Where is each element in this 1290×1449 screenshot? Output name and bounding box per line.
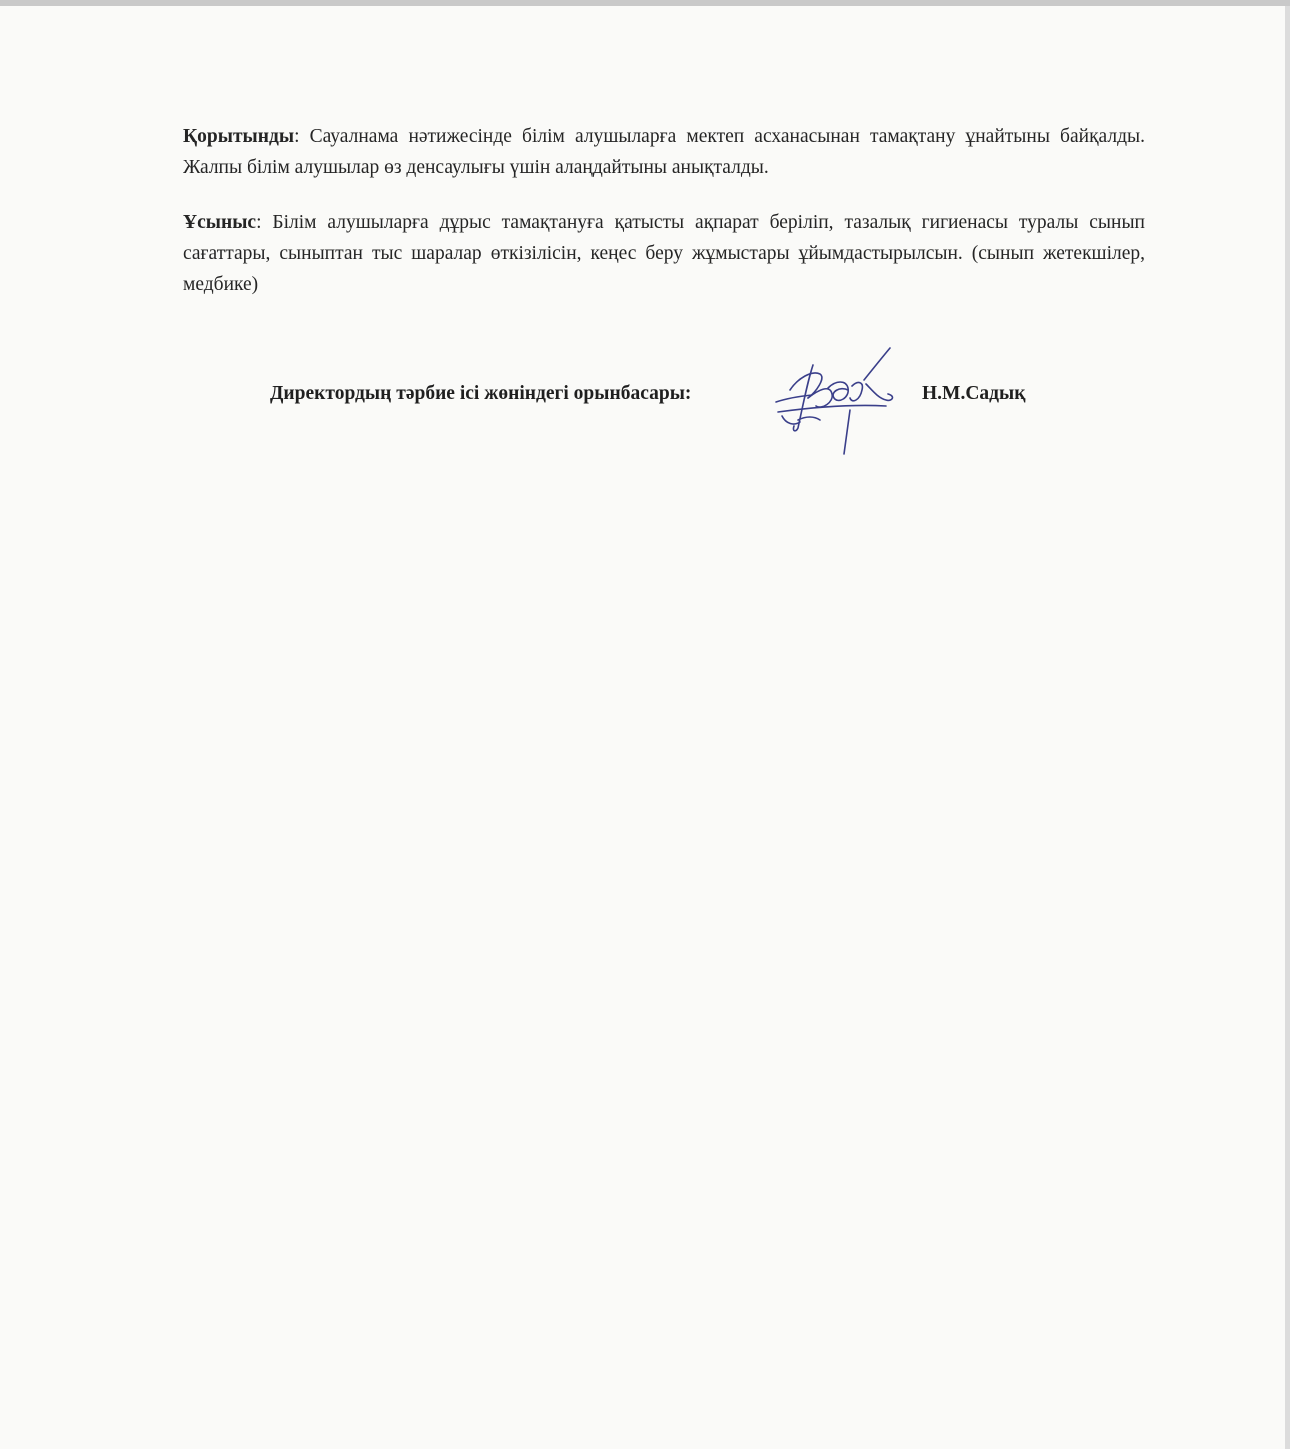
recommendation-text: : Білім алушыларға дұрыс тамақтануға қатысты ақпарат беріліп, тазалық гигиенасы туралы сынып сағаттары, сыныптан тыс шаралар өткізілісін, кеңес беру жұмыстары ұйымдастырылсын. (сынып жетекшілер, медбике) (183, 212, 1145, 295)
recommendation-paragraph (183, 207, 1145, 300)
scan-right-edge (1285, 6, 1290, 1449)
signer-name: Н.М.Садық (922, 383, 1026, 404)
conclusion-text: : Сауалнама нәтижесінде білім алушыларға мектеп асханасынан тамақтану ұнайтыны байқалды. Жалпы білім алушылар өз денсаулығы үшін алаңдайтыны анықталды. (183, 126, 1145, 178)
handwritten-signature (768, 340, 908, 460)
recommendation-heading: Ұсыныс (183, 212, 257, 233)
signature-position-title: Директордың тәрбие ісі жөніндегі орынбасары: (270, 383, 692, 404)
conclusion-heading: Қорытынды (183, 126, 295, 147)
conclusion-paragraph (183, 121, 1145, 183)
